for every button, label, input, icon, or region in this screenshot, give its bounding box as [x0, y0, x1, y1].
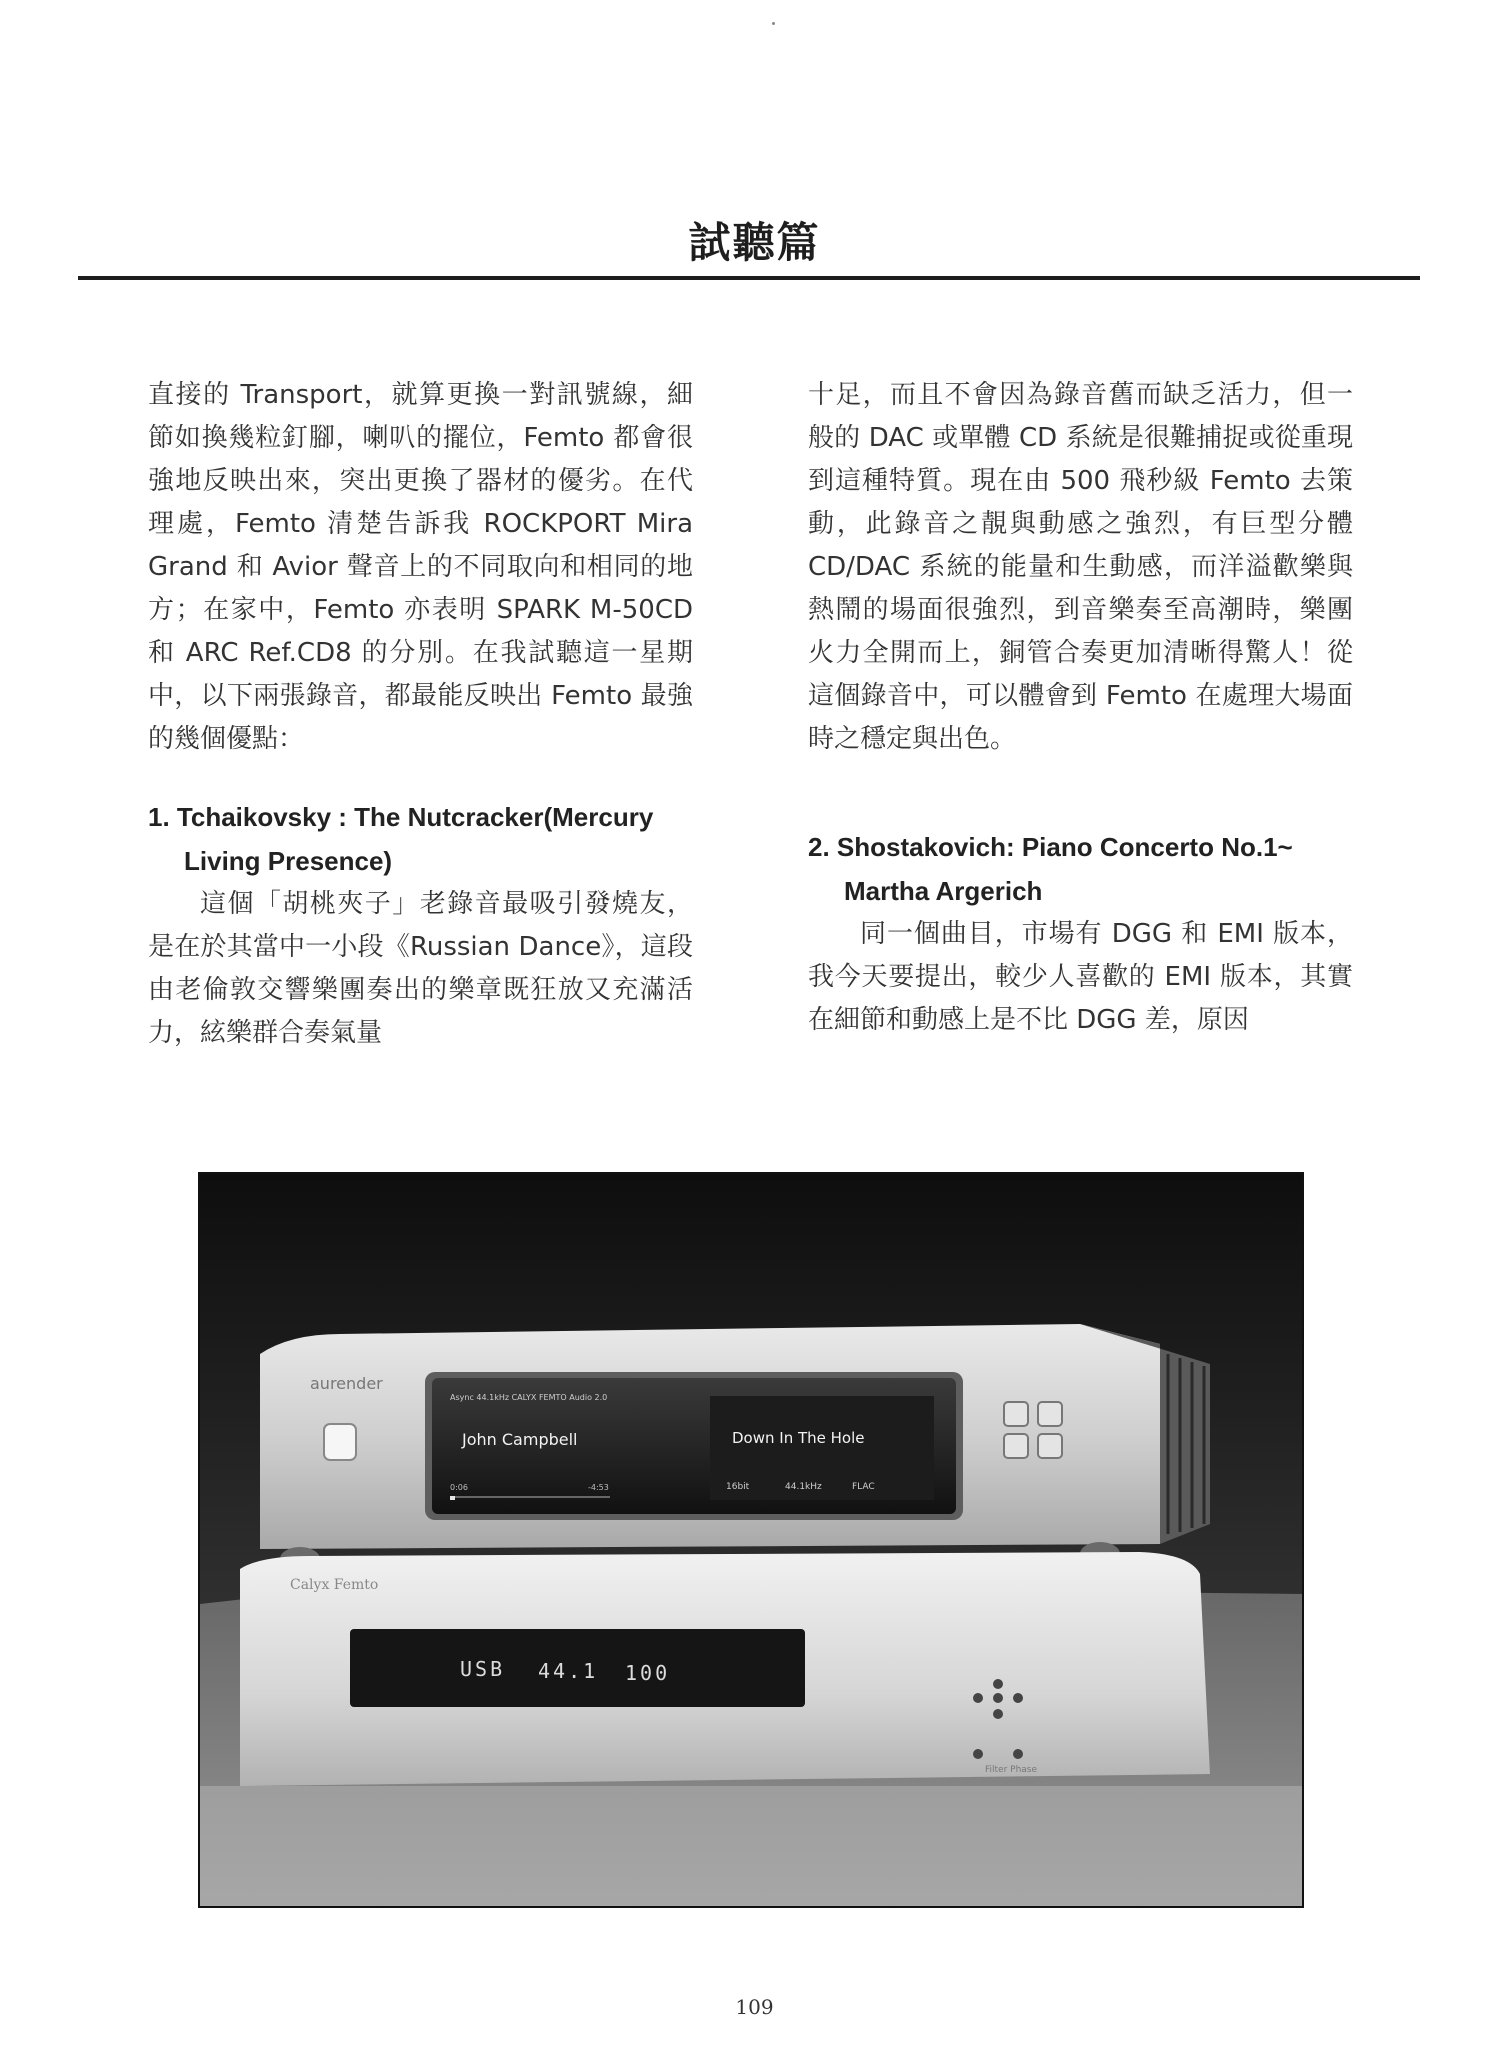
screen-progress-fill — [450, 1496, 455, 1500]
screen-time-remaining: -4:53 — [588, 1483, 609, 1492]
screen-format: FLAC — [852, 1482, 875, 1492]
right-column — [808, 374, 1353, 1042]
upper-control-button-1 — [1004, 1402, 1028, 1426]
section-heading-2 — [808, 825, 1353, 913]
page-number: 109 — [735, 1995, 774, 2019]
upper-unit — [260, 1324, 1210, 1571]
right-paragraph-1: 十足，而且不會因為錄音舊而缺乏活力，但一般的 DAC 或單體 CD 系統是很難捕捉或從重現到這種特質。現在由 500 飛秒級 Femto 去策動，此錄音之靚與動感之強烈，有巨型分體 CD/DAC 系統的能量和生動感，而洋溢歡樂與熱鬧的場面很強烈，到音樂奏至高潮時，樂團火力全開而上，銅管合奏更加清晰得驚人！從這個錄音中，可以體會到 Femto 在處理大場面時之穩定與出色。 — [808, 380, 1353, 754]
upper-power-button — [324, 1424, 356, 1460]
screen-progress-track — [450, 1496, 610, 1498]
page-title: 試聽篇 — [688, 218, 821, 267]
title-rule — [78, 276, 1420, 280]
vfd-volume: 100 — [625, 1661, 671, 1685]
lower-unit — [240, 1552, 1210, 1786]
left-column — [148, 374, 693, 1055]
product-photo — [198, 1172, 1304, 1908]
section-heading-1 — [148, 795, 693, 883]
left-paragraph-1: 直接的 Transport，就算更換一對訊號線，細節如換幾粒釘腳，喇叭的擺位，Femto 都會很強地反映出來，突出更換了器材的優劣。在代理處，Femto 清楚告訴我 ROCKPORT Mira Grand 和 Avior 聲音上的不同取向和相同的地方；在家中，Femto 亦表明 SPARK M-50CD 和 ARC Ref.CD8 的分別。在我試聽這一星期中，以下兩張錄音，都最能反映出 Femto 最強的幾個優點： — [148, 380, 693, 754]
section-heading-2-line1: 2. Shostakovich: Piano Concerto No.1~ — [808, 832, 1293, 862]
upper-control-button-2 — [1038, 1402, 1062, 1426]
upper-control-button-4 — [1038, 1434, 1062, 1458]
left-paragraph-2: 這個「胡桃夾子」老錄音最吸引發燒友，是在於其當中一小段《Russian Dance》，這段由老倫敦交響樂團奏出的樂章既狂放又充滿活力，絃樂群合奏氣量 — [148, 889, 693, 1048]
section-heading-2-line2: Martha Argerich — [844, 876, 1043, 906]
lower-filter-label: Filter Phase — [985, 1765, 1038, 1775]
upper-brand-label: aurender — [310, 1374, 383, 1393]
lower-brand-label: Calyx Femto — [290, 1577, 379, 1593]
screen-sample-rate: 44.1kHz — [785, 1482, 822, 1492]
screen-time-elapsed: 0:06 — [450, 1483, 468, 1492]
page-speck — [772, 22, 775, 25]
section-heading-1-line2: Living Presence) — [184, 846, 393, 876]
right-paragraph-2: 同一個曲目，市場有 DGG 和 EMI 版本，我今天要提出，較少人喜歡的 EMI 版本，其實在細節和動感上是不比 DGG 差，原因 — [808, 919, 1353, 1035]
screen-header: Async 44.1kHz CALYX FEMTO Audio 2.0 — [450, 1393, 608, 1402]
upper-control-button-3 — [1004, 1434, 1028, 1458]
section-heading-1-line1: 1. Tchaikovsky : The Nutcracker(Mercury — [148, 802, 654, 832]
screen-bit-depth: 16bit — [726, 1482, 750, 1492]
photo-foreground — [200, 1786, 1302, 1906]
screen-artist: John Campbell — [462, 1430, 578, 1449]
product-photo-illustration — [200, 1174, 1302, 1906]
vfd-input: USB — [460, 1657, 506, 1681]
screen-track: Down In The Hole — [732, 1429, 865, 1447]
vfd-rate: 44.1 — [538, 1659, 599, 1683]
